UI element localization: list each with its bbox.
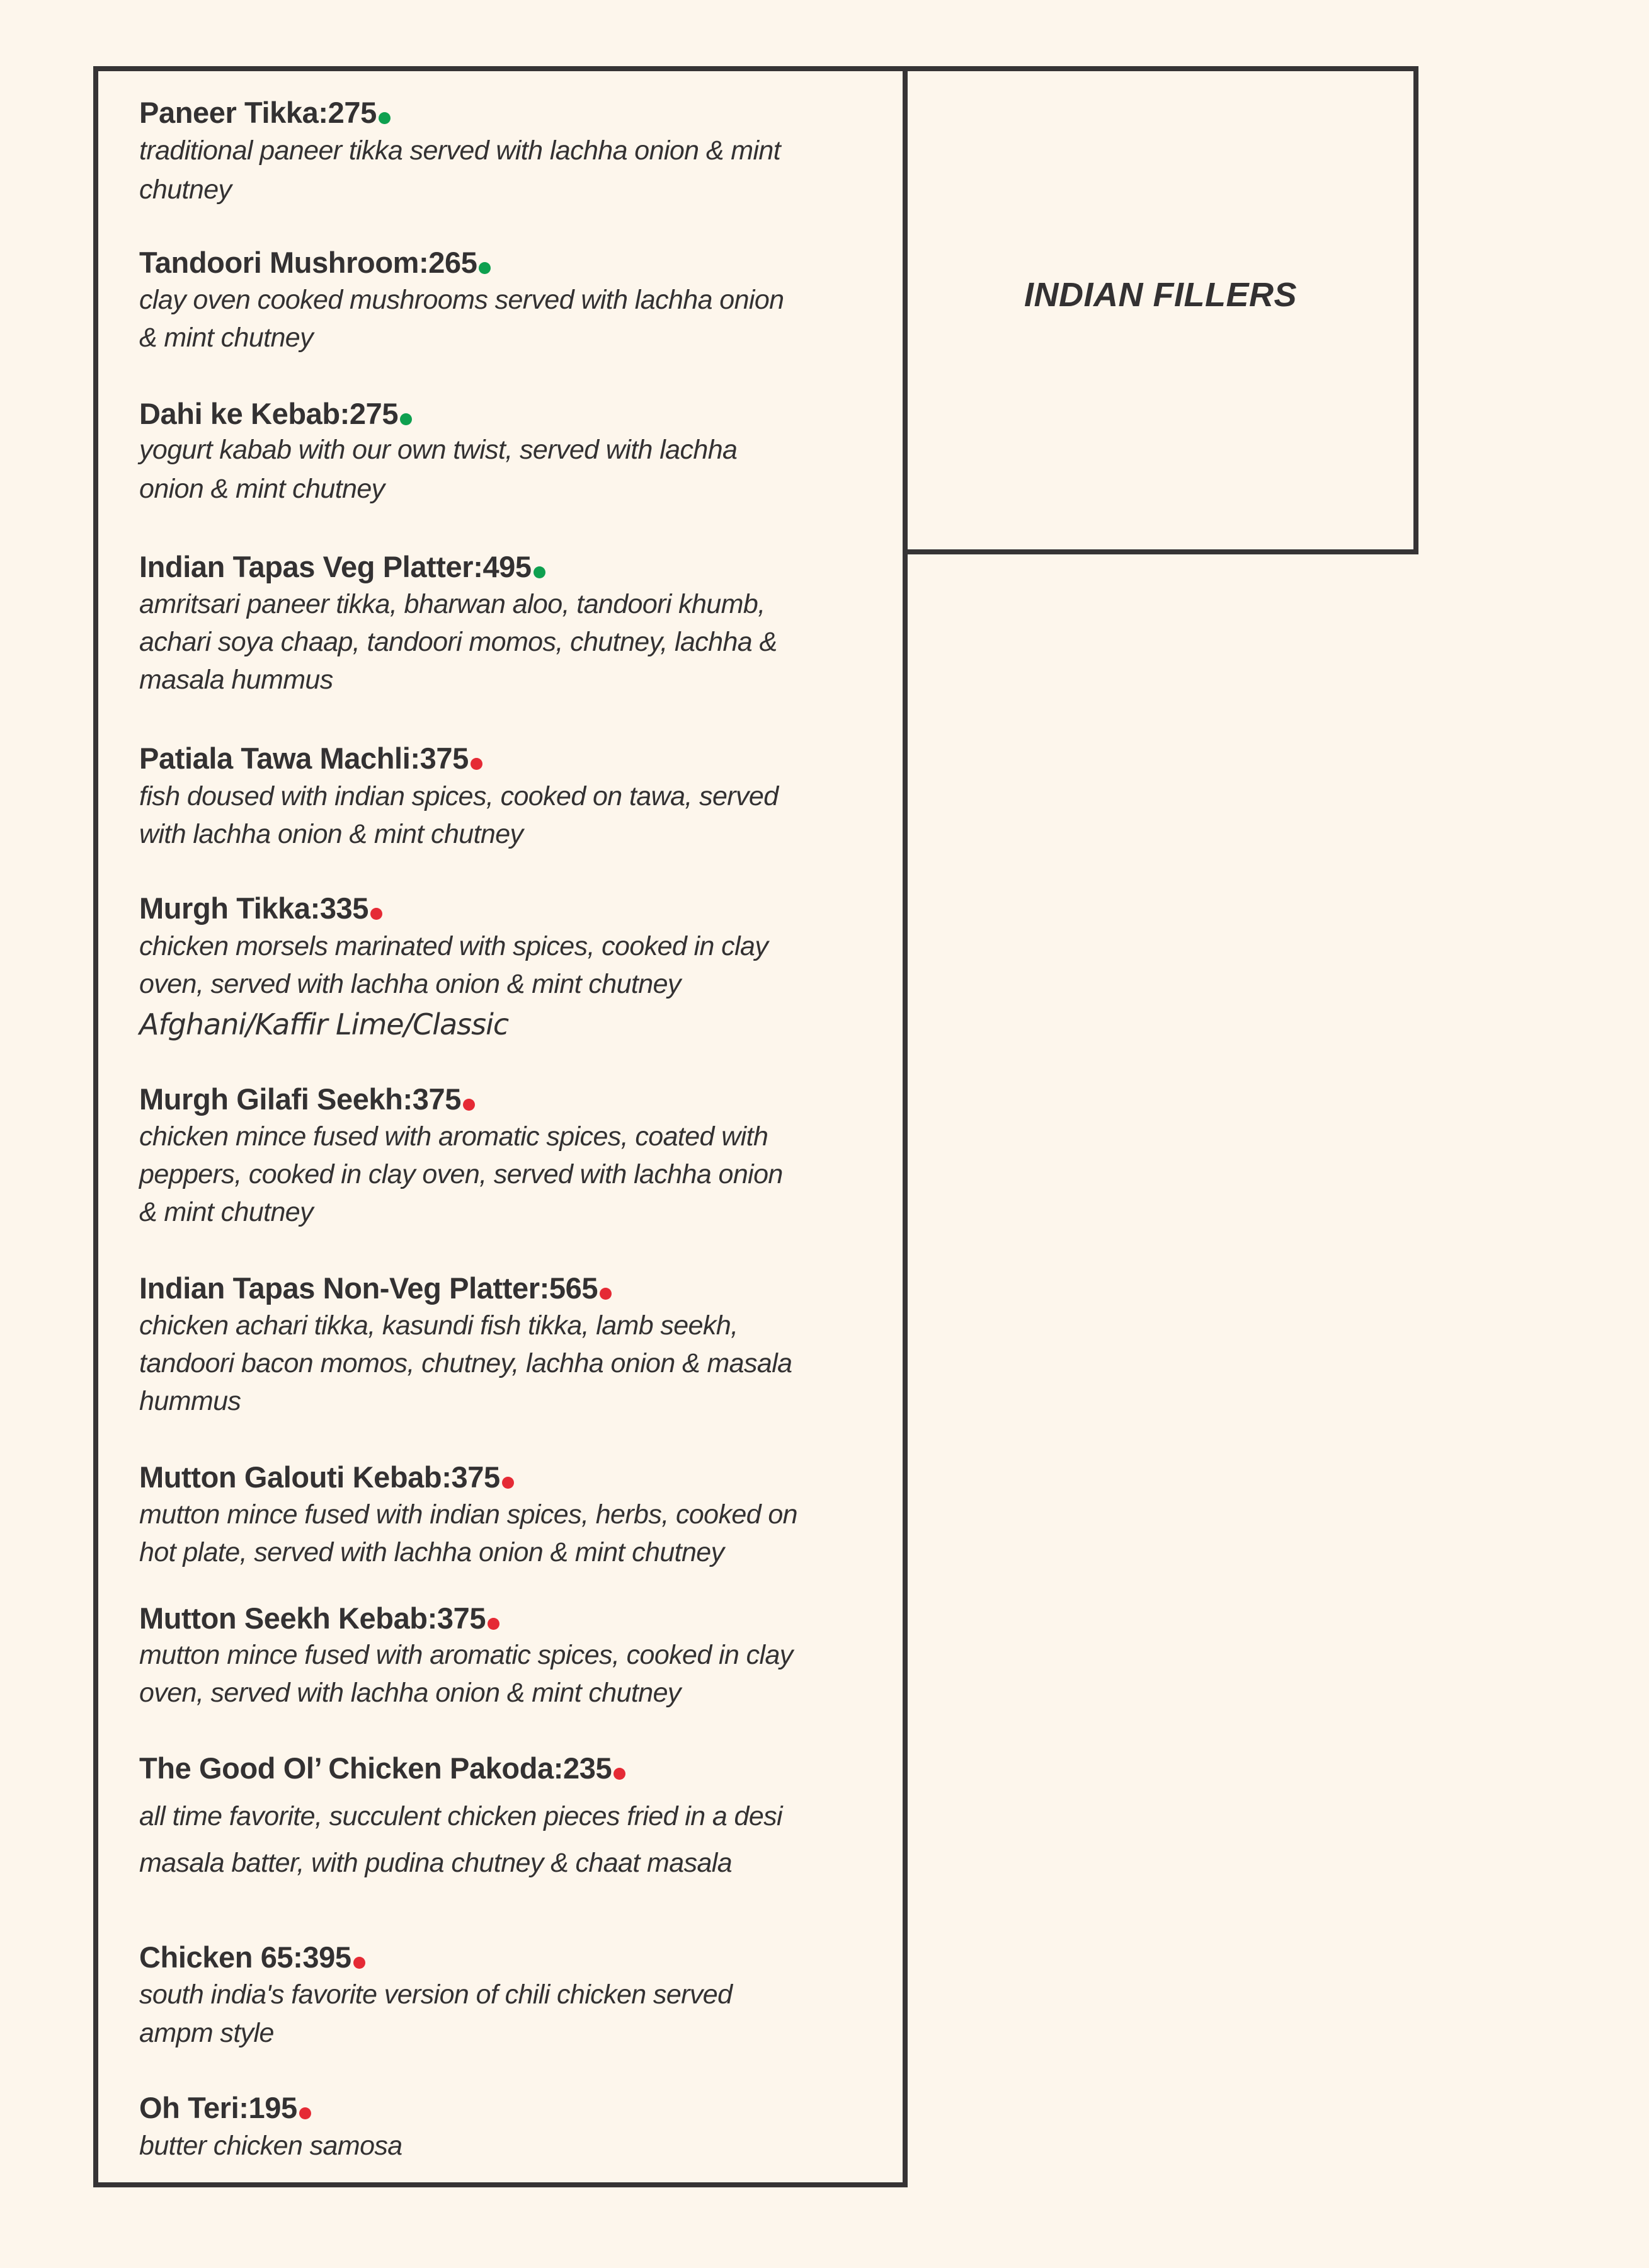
menu-item-heading <box>139 1942 365 1972</box>
veg-indicator-icon <box>534 566 545 578</box>
menu-item-description: onion & mint chutney <box>139 474 385 504</box>
menu-item-description: hot plate, served with lachha onion & mint chutney <box>139 1537 724 1567</box>
menu-item-name-price: Oh Teri:195 <box>139 2091 297 2124</box>
menu-item-name-price: Mutton Seekh Kebab:375 <box>139 1601 486 1635</box>
menu-item-description: amritsari paneer tikka, bharwan aloo, tandoori khumb, <box>139 589 765 619</box>
menu-item-description: clay oven cooked mushrooms served with lachha onion <box>139 285 784 315</box>
menu-item-name-price: Paneer Tikka:275 <box>139 96 377 129</box>
menu-item-description: mutton mince fused with aromatic spices, cooked in clay <box>139 1640 793 1670</box>
menu-item-heading <box>139 1753 625 1783</box>
menu-item-heading <box>139 1084 475 1114</box>
non-veg-indicator-icon <box>463 1099 475 1111</box>
non-veg-indicator-icon <box>471 758 482 770</box>
menu-item-heading <box>139 1273 612 1303</box>
veg-indicator-icon <box>400 413 412 425</box>
menu-item-heading <box>139 2093 311 2122</box>
non-veg-indicator-icon <box>488 1618 499 1630</box>
menu-item-description: peppers, cooked in clay oven, served with lachha onion <box>139 1159 783 1189</box>
menu-item-heading <box>139 248 491 277</box>
menu-item-variants: Afghani/Kaffir Lime/Classic <box>139 1007 509 1041</box>
menu-item-description: chicken morsels marinated with spices, cooked in clay <box>139 931 768 961</box>
non-veg-indicator-icon <box>613 1768 625 1780</box>
menu-item-description: butter chicken samosa <box>139 2131 402 2161</box>
section-title: INDIAN FILLERS <box>1024 276 1297 314</box>
menu-item-description: masala batter, with pudina chutney & chaat masala <box>139 1848 733 1878</box>
menu-item-name-price: Tandoori Mushroom:265 <box>139 246 477 279</box>
menu-item-description: fish doused with indian spices, cooked on tawa, served <box>139 781 779 811</box>
menu-item-name-price: The Good Ol’ Chicken Pakoda:235 <box>139 1751 612 1785</box>
menu-item-name-price: Murgh Tikka:335 <box>139 891 369 925</box>
menu-item-heading <box>139 98 391 127</box>
non-veg-indicator-icon <box>353 1957 365 1969</box>
menu-item-name-price: Chicken 65:395 <box>139 1940 351 1974</box>
non-veg-indicator-icon <box>299 2107 311 2119</box>
menu-item-description: south india's favorite version of chili chicken served <box>139 1979 733 2010</box>
menu-item-description: all time favorite, succulent chicken pieces fried in a desi <box>139 1801 782 1831</box>
menu-item-description: achari soya chaap, tandoori momos, chutney, lachha & <box>139 627 777 657</box>
menu-item-heading <box>139 1603 499 1633</box>
menu-item-description: chicken mince fused with aromatic spices, coated with <box>139 1121 768 1152</box>
menu-item-description: mutton mince fused with indian spices, herbs, cooked on <box>139 1499 797 1530</box>
menu-item-description: tandoori bacon momos, chutney, lachha onion & masala <box>139 1348 792 1378</box>
menu-item-description: ampm style <box>139 2018 274 2048</box>
menu-item-heading <box>139 1462 514 1492</box>
menu-item-description: & mint chutney <box>139 323 314 353</box>
menu-item-name-price: Murgh Gilafi Seekh:375 <box>139 1082 461 1116</box>
menu-item-name-price: Indian Tapas Non-Veg Platter:565 <box>139 1271 598 1305</box>
menu-item-description: & mint chutney <box>139 1197 314 1227</box>
non-veg-indicator-icon <box>502 1477 514 1489</box>
menu-item-heading <box>139 552 545 581</box>
menu-item-description: yogurt kabab with our own twist, served with lachha <box>139 435 738 465</box>
menu-item-description: chicken achari tikka, kasundi fish tikka, lamb seekh, <box>139 1310 738 1341</box>
menu-item-name-price: Dahi ke Kebab:275 <box>139 397 399 430</box>
non-veg-indicator-icon <box>370 908 382 920</box>
non-veg-indicator-icon <box>600 1288 612 1300</box>
menu-item-description: oven, served with lachha onion & mint chutney <box>139 1678 681 1708</box>
menu-item-name-price: Mutton Galouti Kebab:375 <box>139 1460 500 1494</box>
menu-item-description: traditional paneer tikka served with lachha onion & mint <box>139 135 781 166</box>
menu-item-heading <box>139 743 482 773</box>
menu-item-description: masala hummus <box>139 665 333 695</box>
menu-item-name-price: Patiala Tawa Machli:375 <box>139 742 469 775</box>
veg-indicator-icon <box>479 262 491 274</box>
menu-item-name-price: Indian Tapas Veg Platter:495 <box>139 550 532 583</box>
section-title-panel <box>903 66 1418 554</box>
menu-item-heading <box>139 399 412 428</box>
menu-item-description: hummus <box>139 1386 241 1416</box>
menu-item-description: with lachha onion & mint chutney <box>139 819 523 849</box>
menu-item-description: oven, served with lachha onion & mint chutney <box>139 969 681 999</box>
menu-item-heading <box>139 893 382 923</box>
veg-indicator-icon <box>379 112 391 124</box>
menu-item-description: chutney <box>139 175 232 205</box>
